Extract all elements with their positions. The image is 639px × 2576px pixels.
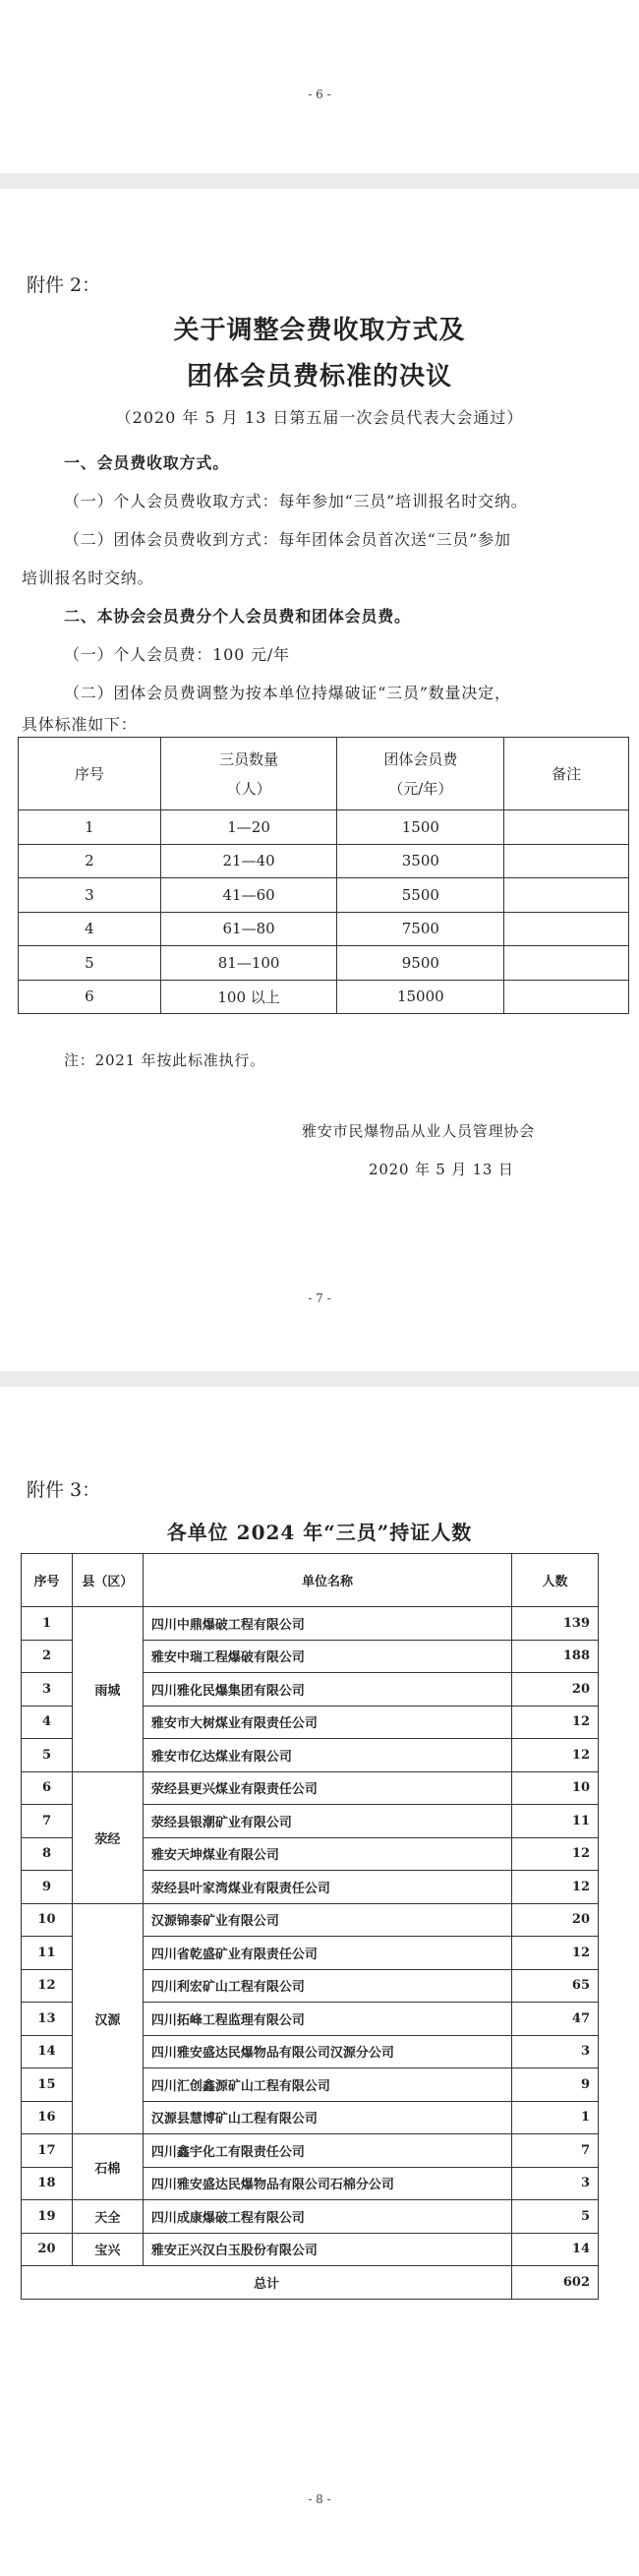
- section-heading-1: 一、会员费收取方式。: [64, 453, 230, 472]
- cell-no: 20: [22, 2233, 73, 2266]
- header-count: 人数: [512, 1554, 599, 1607]
- cell-unit: 四川省乾盛矿业有限责任公司: [143, 1937, 511, 1970]
- section-heading-2: 二、本协会会员费分个人会员费和团体会员费。: [64, 607, 411, 626]
- cell-unit: 四川鑫宇化工有限责任公司: [143, 2134, 511, 2168]
- cell-count: 100 以上: [160, 980, 337, 1014]
- page-separator: [0, 173, 639, 189]
- cell-unit: 雅安市亿达煤业有限公司: [143, 1739, 511, 1772]
- issuing-organization: 雅安市民爆物品从业人员管理协会: [302, 1122, 536, 1140]
- cell-no: 17: [22, 2134, 73, 2168]
- cell-county: 石棉: [72, 2134, 143, 2200]
- header-unit: 单位名称: [143, 1554, 511, 1607]
- cell-unit: 雅安中瑞工程爆破有限公司: [143, 1640, 511, 1673]
- cell-count: 139: [512, 1607, 599, 1641]
- cell-county: 雨城: [72, 1607, 143, 1772]
- cell-no: 6: [22, 1771, 73, 1805]
- fee-table: [18, 737, 629, 1014]
- cell-note: [504, 844, 629, 878]
- cell-note: [504, 810, 629, 845]
- table-total-row: [22, 2266, 599, 2300]
- cell-count: 20: [512, 1673, 599, 1707]
- page-6: [0, 0, 639, 173]
- cell-count: 12: [512, 1706, 599, 1739]
- cell-fee: 5500: [337, 878, 504, 913]
- table-row: [19, 878, 629, 913]
- cell-unit: 四川雅化民爆集团有限公司: [143, 1673, 511, 1707]
- cell-count: 12: [512, 1937, 599, 1970]
- cell-count: 81—100: [160, 946, 337, 981]
- cell-no: 1: [22, 1607, 73, 1641]
- table-header-row: [19, 738, 629, 810]
- attachment-label: 附件 2：: [27, 274, 101, 296]
- cell-no: 4: [22, 1706, 73, 1739]
- certified-staff-table: [21, 1553, 599, 2300]
- header-count: 三员数量 （人）: [160, 738, 337, 810]
- page-number: - 8 -: [308, 2492, 331, 2506]
- cell-no: 3: [22, 1673, 73, 1707]
- table-row: [22, 2134, 599, 2168]
- cell-count: 188: [512, 1640, 599, 1673]
- cell-no: 8: [22, 1837, 73, 1871]
- cell-fee: 9500: [337, 946, 504, 981]
- paragraph-4-cont: 具体标准如下：: [22, 715, 138, 734]
- cell-count: 1: [512, 2101, 599, 2134]
- cell-count: 65: [512, 1969, 599, 2003]
- table-header-row: [22, 1554, 599, 1607]
- cell-unit: 四川拓峰工程监理有限公司: [143, 2003, 511, 2036]
- cell-count: 21—40: [160, 844, 337, 878]
- table-row: [22, 1903, 599, 1937]
- table-row: [19, 946, 629, 981]
- page-number: - 7 -: [308, 1291, 331, 1305]
- cell-unit: 四川雅安盛达民爆物品有限公司石棉分公司: [143, 2167, 511, 2200]
- cell-county: 汉源: [72, 1903, 143, 2134]
- cell-unit: 四川中鼎爆破工程有限公司: [143, 1607, 511, 1641]
- total-value: 602: [512, 2266, 599, 2300]
- cell-count: 11: [512, 1805, 599, 1838]
- cell-count: 12: [512, 1871, 599, 1904]
- cell-count: 41—60: [160, 878, 337, 913]
- cell-no: 14: [22, 2035, 73, 2068]
- cell-unit: 荥经县更兴煤业有限责任公司: [143, 1771, 511, 1805]
- cell-unit: 四川汇创鑫源矿山工程有限公司: [143, 2068, 511, 2102]
- cell-note: [504, 980, 629, 1014]
- cell-no: 4: [19, 912, 161, 946]
- cell-county: 天全: [72, 2200, 143, 2234]
- cell-count: 20: [512, 1903, 599, 1937]
- attachment-label: 附件 3：: [27, 1479, 101, 1501]
- cell-no: 19: [22, 2200, 73, 2234]
- cell-note: [504, 946, 629, 981]
- cell-count: 10: [512, 1771, 599, 1805]
- cell-no: 7: [22, 1805, 73, 1838]
- cell-county: 宝兴: [72, 2233, 143, 2266]
- cell-unit: 四川利宏矿山工程有限公司: [143, 1969, 511, 2003]
- cell-fee: 3500: [337, 844, 504, 878]
- page-number: - 6 -: [308, 88, 331, 101]
- issue-date: 2020 年 5 月 13 日: [369, 1161, 514, 1178]
- table-row: [22, 2233, 599, 2266]
- cell-no: 10: [22, 1903, 73, 1937]
- paragraph-3: （一）个人会员费：100 元/年: [64, 645, 290, 664]
- table-note: 注：2021 年按此标准执行。: [64, 1051, 265, 1069]
- header-no: 序号: [22, 1554, 73, 1607]
- cell-note: [504, 878, 629, 913]
- table-row: [19, 980, 629, 1014]
- cell-unit: 汉源县慧博矿山工程有限公司: [143, 2101, 511, 2134]
- paragraph-1: （一）个人会员费收取方式：每年参加“三员”培训报名时交纳。: [64, 492, 528, 510]
- table-row: [22, 1607, 599, 1641]
- cell-no: 3: [19, 878, 161, 913]
- header-fee: 团体会员费 （元/年）: [337, 738, 504, 810]
- paragraph-2: （二）团体会员费收到方式：每年团体会员首次送“三员”参加: [64, 530, 511, 549]
- paragraph-2-cont: 培训报名时交纳。: [22, 569, 154, 587]
- cell-unit: 荥经县叶家湾煤业有限责任公司: [143, 1871, 511, 1904]
- header-county: 县（区）: [72, 1554, 143, 1607]
- cell-no: 9: [22, 1871, 73, 1904]
- table-title: 各单位 2024 年“三员”持证人数: [166, 1521, 473, 1544]
- cell-count: 1—20: [160, 810, 337, 845]
- cell-no: 5: [19, 946, 161, 981]
- cell-no: 5: [22, 1739, 73, 1772]
- table-row: [19, 844, 629, 878]
- cell-unit: 四川成康爆破工程有限公司: [143, 2200, 511, 2234]
- cell-unit: 荥经县银潮矿业有限公司: [143, 1805, 511, 1838]
- cell-unit: 雅安正兴汉白玉股份有限公司: [143, 2233, 511, 2266]
- cell-note: [504, 912, 629, 946]
- table-row: [22, 1771, 599, 1805]
- cell-unit: 雅安市大树煤业有限责任公司: [143, 1706, 511, 1739]
- cell-fee: 15000: [337, 980, 504, 1014]
- cell-no: 1: [19, 810, 161, 845]
- cell-count: 12: [512, 1739, 599, 1772]
- header-no: 序号: [19, 738, 161, 810]
- cell-unit: 汉源锦泰矿业有限公司: [143, 1903, 511, 1937]
- cell-no: 18: [22, 2167, 73, 2200]
- cell-unit: 雅安天坤煤业有限公司: [143, 1837, 511, 1871]
- cell-fee: 1500: [337, 810, 504, 845]
- cell-no: 13: [22, 2003, 73, 2036]
- cell-count: 47: [512, 2003, 599, 2036]
- cell-no: 6: [19, 980, 161, 1014]
- total-label: 总计: [22, 2266, 512, 2300]
- cell-fee: 7500: [337, 912, 504, 946]
- cell-count: 3: [512, 2035, 599, 2068]
- cell-no: 11: [22, 1937, 73, 1970]
- cell-unit: 四川雅安盛达民爆物品有限公司汉源分公司: [143, 2035, 511, 2068]
- cell-no: 12: [22, 1969, 73, 2003]
- document-title-line2: 团体会员费标准的决议: [186, 362, 452, 391]
- cell-no: 15: [22, 2068, 73, 2102]
- cell-county: 荥经: [72, 1771, 143, 1903]
- header-note: 备注: [504, 738, 629, 810]
- table-row: [22, 2200, 599, 2234]
- cell-count: 12: [512, 1837, 599, 1871]
- cell-no: 2: [19, 844, 161, 878]
- document-subtitle: （2020 年 5 月 13 日第五届一次会员代表大会通过）: [115, 408, 524, 427]
- page-separator: [0, 1371, 639, 1387]
- cell-count: 9: [512, 2068, 599, 2102]
- cell-count: 3: [512, 2167, 599, 2200]
- cell-no: 2: [22, 1640, 73, 1673]
- cell-count: 7: [512, 2134, 599, 2168]
- cell-count: 5: [512, 2200, 599, 2234]
- table-row: [19, 810, 629, 845]
- paragraph-4: （二）团体会员费调整为按本单位持爆破证“三员”数量决定，: [64, 684, 511, 702]
- cell-no: 16: [22, 2101, 73, 2134]
- document-title-line1: 关于调整会费收取方式及: [173, 316, 466, 345]
- cell-count: 14: [512, 2233, 599, 2266]
- table-row: [19, 912, 629, 946]
- cell-count: 61—80: [160, 912, 337, 946]
